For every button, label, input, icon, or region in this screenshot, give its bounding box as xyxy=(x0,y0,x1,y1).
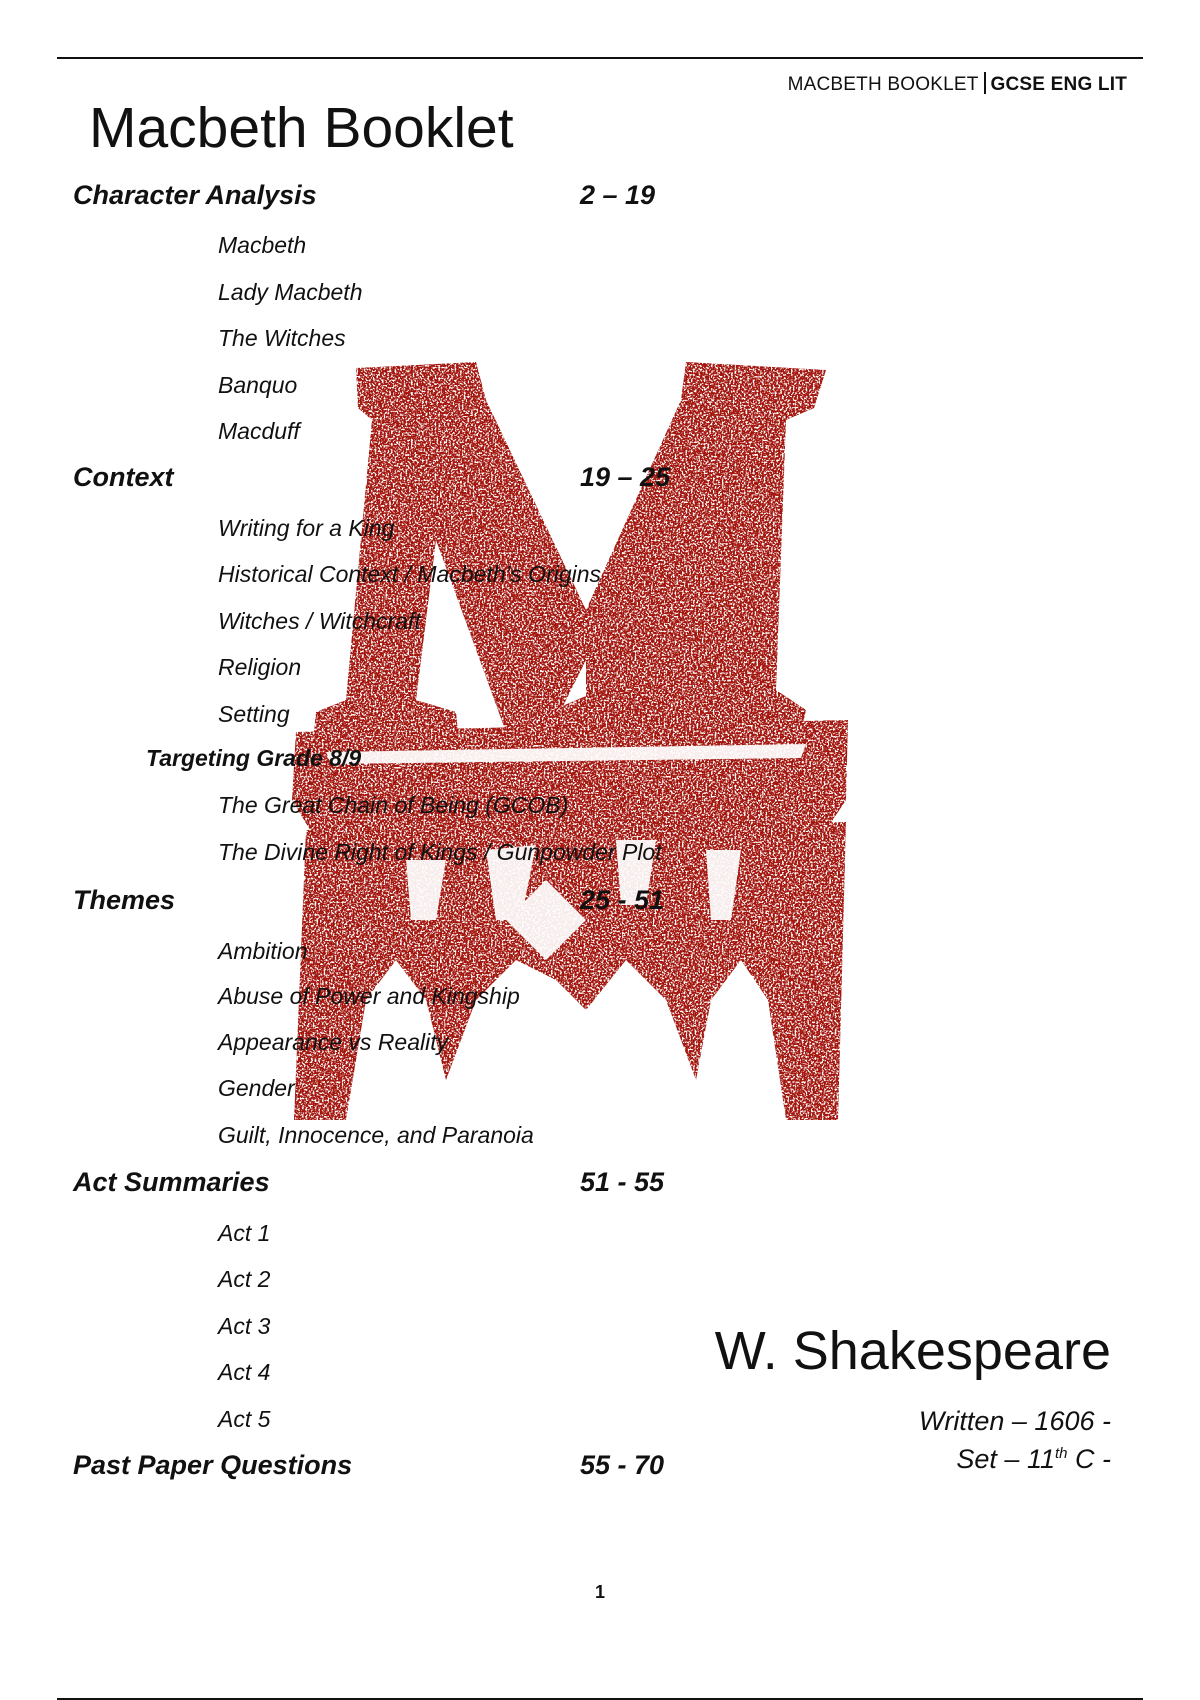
running-header-left: MACBETH BOOKLET xyxy=(787,74,979,95)
toc-pages-character-analysis: 2 – 19 xyxy=(580,180,656,210)
toc-item: Act 3 xyxy=(218,1313,271,1339)
setting-suffix: C - xyxy=(1067,1444,1111,1474)
running-header xyxy=(788,72,1127,96)
toc-item: Macbeth xyxy=(218,232,307,258)
toc-item: Act 5 xyxy=(218,1406,271,1432)
running-header-right: GCSE ENG LIT xyxy=(990,74,1127,95)
header-rule xyxy=(57,57,1143,59)
toc-item: Banquo xyxy=(218,372,298,398)
toc-item: Macduff xyxy=(218,418,300,444)
toc-item: Guilt, Innocence, and Paranoia xyxy=(218,1122,534,1148)
toc-section-character-analysis: Character Analysis xyxy=(73,180,317,210)
toc-item: Act 2 xyxy=(218,1266,271,1292)
toc-section-themes: Themes xyxy=(73,885,176,915)
toc-item: Religion xyxy=(218,654,302,680)
toc-item: Act 4 xyxy=(218,1359,271,1385)
toc-item: Gender xyxy=(218,1075,295,1101)
toc-item: Writing for a King xyxy=(218,515,395,541)
toc-pages-past-papers: 55 - 70 xyxy=(580,1450,665,1480)
toc-item: Abuse of Power and Kingship xyxy=(218,983,520,1009)
toc-section-act-summaries: Act Summaries xyxy=(73,1167,270,1197)
toc-item: The Divine Right of Kings / Gunpowder Plot xyxy=(218,839,662,865)
toc-pages-context: 19 – 25 xyxy=(580,462,671,492)
toc-pages-act-summaries: 51 - 55 xyxy=(580,1167,665,1197)
toc-item: Historical Context / Macbeth’s Origins xyxy=(218,561,602,587)
toc-item: Witches / Witchcraft xyxy=(218,608,421,634)
toc-section-context: Context xyxy=(73,462,174,492)
toc-item: Setting xyxy=(218,701,290,727)
toc-item: The Witches xyxy=(218,325,346,351)
setting-century xyxy=(956,1444,1111,1475)
toc-item: Appearance vs Reality xyxy=(218,1029,449,1055)
toc-section-past-papers: Past Paper Questions xyxy=(73,1450,353,1480)
toc-item: Lady Macbeth xyxy=(218,279,363,305)
setting-prefix: Set – 11 xyxy=(956,1444,1055,1474)
toc-item: The Great Chain of Being (GCOB) xyxy=(218,792,569,818)
setting-ordinal: th xyxy=(1054,1445,1068,1462)
toc-pages-themes: 25 - 51 xyxy=(580,885,665,915)
toc-item: Ambition xyxy=(218,938,308,964)
header-separator xyxy=(984,72,986,94)
toc-item: Act 1 xyxy=(218,1220,271,1246)
toc-subsection-targeting-grade: Targeting Grade 8/9 xyxy=(146,745,362,771)
author-name: W. Shakespeare xyxy=(714,1321,1111,1381)
written-date: Written – 1606 - xyxy=(918,1406,1111,1436)
page-title: Macbeth Booklet xyxy=(89,96,514,160)
page-number: 1 xyxy=(594,1582,605,1602)
